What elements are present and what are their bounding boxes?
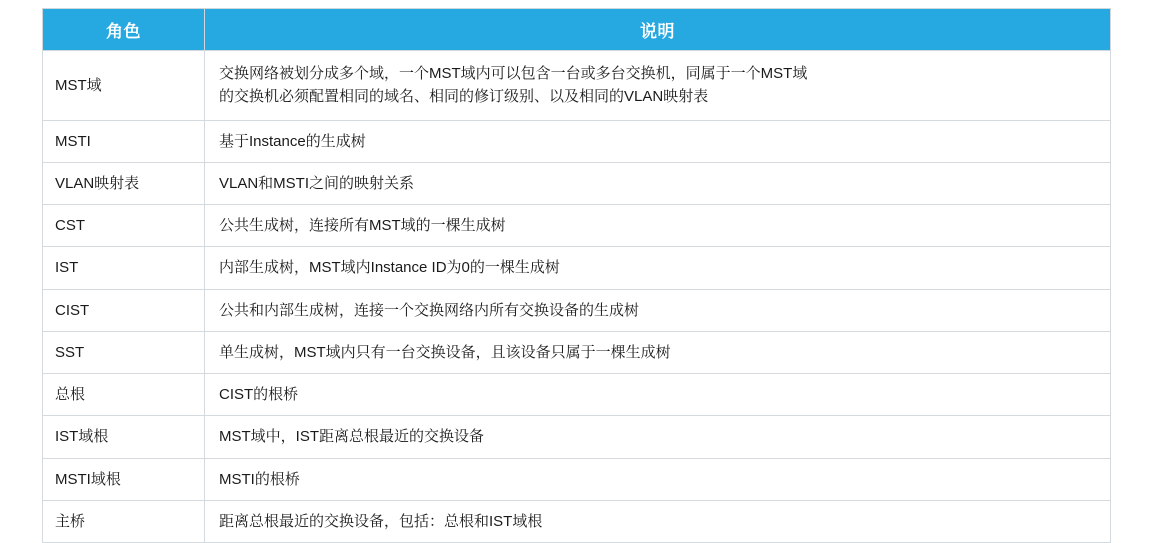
cell-role: MST域 xyxy=(43,51,205,121)
description-line: VLAN和MSTI之间的映射关系 xyxy=(219,174,415,192)
table-row xyxy=(43,289,1111,331)
description-line: CIST的根桥 xyxy=(219,386,299,403)
cell-role: MSTI域根 xyxy=(43,458,205,500)
cell-description xyxy=(205,51,1111,121)
cell-role: IST xyxy=(43,247,205,289)
description-line: 公共生成树，连接所有MST域的一棵生成树 xyxy=(219,217,506,234)
table-header xyxy=(43,9,1111,51)
cell-role: VLAN映射表 xyxy=(43,162,205,204)
description-line: 公共和内部生成树，连接一个交换网络内所有交换设备的生成树 xyxy=(219,301,640,319)
description-line: 内部生成树，MST域内Instance ID为0的一棵生成树 xyxy=(219,259,560,277)
table-row xyxy=(43,51,1111,121)
table-row xyxy=(43,205,1111,247)
cell-role: IST域根 xyxy=(43,416,205,458)
table-row xyxy=(43,247,1111,289)
cell-role: 主桥 xyxy=(43,500,205,542)
table-container xyxy=(42,8,1110,543)
cell-role: 总根 xyxy=(43,374,205,416)
table-row xyxy=(43,416,1111,458)
description-line: 基于Instance的生成树 xyxy=(219,132,366,150)
description-line: MSTI的根桥 xyxy=(219,470,300,488)
column-header-description: 说明 xyxy=(205,9,1111,51)
description-line: MST域中，IST距离总根最近的交换设备 xyxy=(219,428,484,446)
description-line: 交换网络被划分成多个域，一个MST域内可以包含一台或多台交换机，同属于一个MST域 xyxy=(219,65,808,82)
description-line: 的交换机必须配置相同的域名、相同的修订级别、以及相同的VLAN映射表 xyxy=(219,88,709,106)
cell-role: CST xyxy=(43,205,205,247)
cell-description xyxy=(205,247,1111,289)
cell-description xyxy=(205,331,1111,373)
cell-description xyxy=(205,500,1111,542)
column-header-role: 角色 xyxy=(43,9,205,51)
cell-description xyxy=(205,162,1111,204)
cell-description xyxy=(205,416,1111,458)
cell-role: MSTI xyxy=(43,120,205,162)
cell-description xyxy=(205,289,1111,331)
cell-role: SST xyxy=(43,331,205,373)
cell-description xyxy=(205,205,1111,247)
table-row xyxy=(43,500,1111,542)
cell-role: CIST xyxy=(43,289,205,331)
table-row xyxy=(43,120,1111,162)
description-line: 距离总根最近的交换设备，包括：总根和IST域根 xyxy=(219,512,543,530)
cell-description xyxy=(205,374,1111,416)
table-row xyxy=(43,374,1111,416)
mstp-terminology-table xyxy=(42,8,1111,543)
table-row xyxy=(43,162,1111,204)
table-row xyxy=(43,458,1111,500)
cell-description xyxy=(205,458,1111,500)
description-line: 单生成树，MST域内只有一台交换设备，且该设备只属于一棵生成树 xyxy=(219,343,671,361)
table-body xyxy=(43,51,1111,543)
cell-description xyxy=(205,120,1111,162)
table-row xyxy=(43,331,1111,373)
table-header-row xyxy=(43,9,1111,51)
